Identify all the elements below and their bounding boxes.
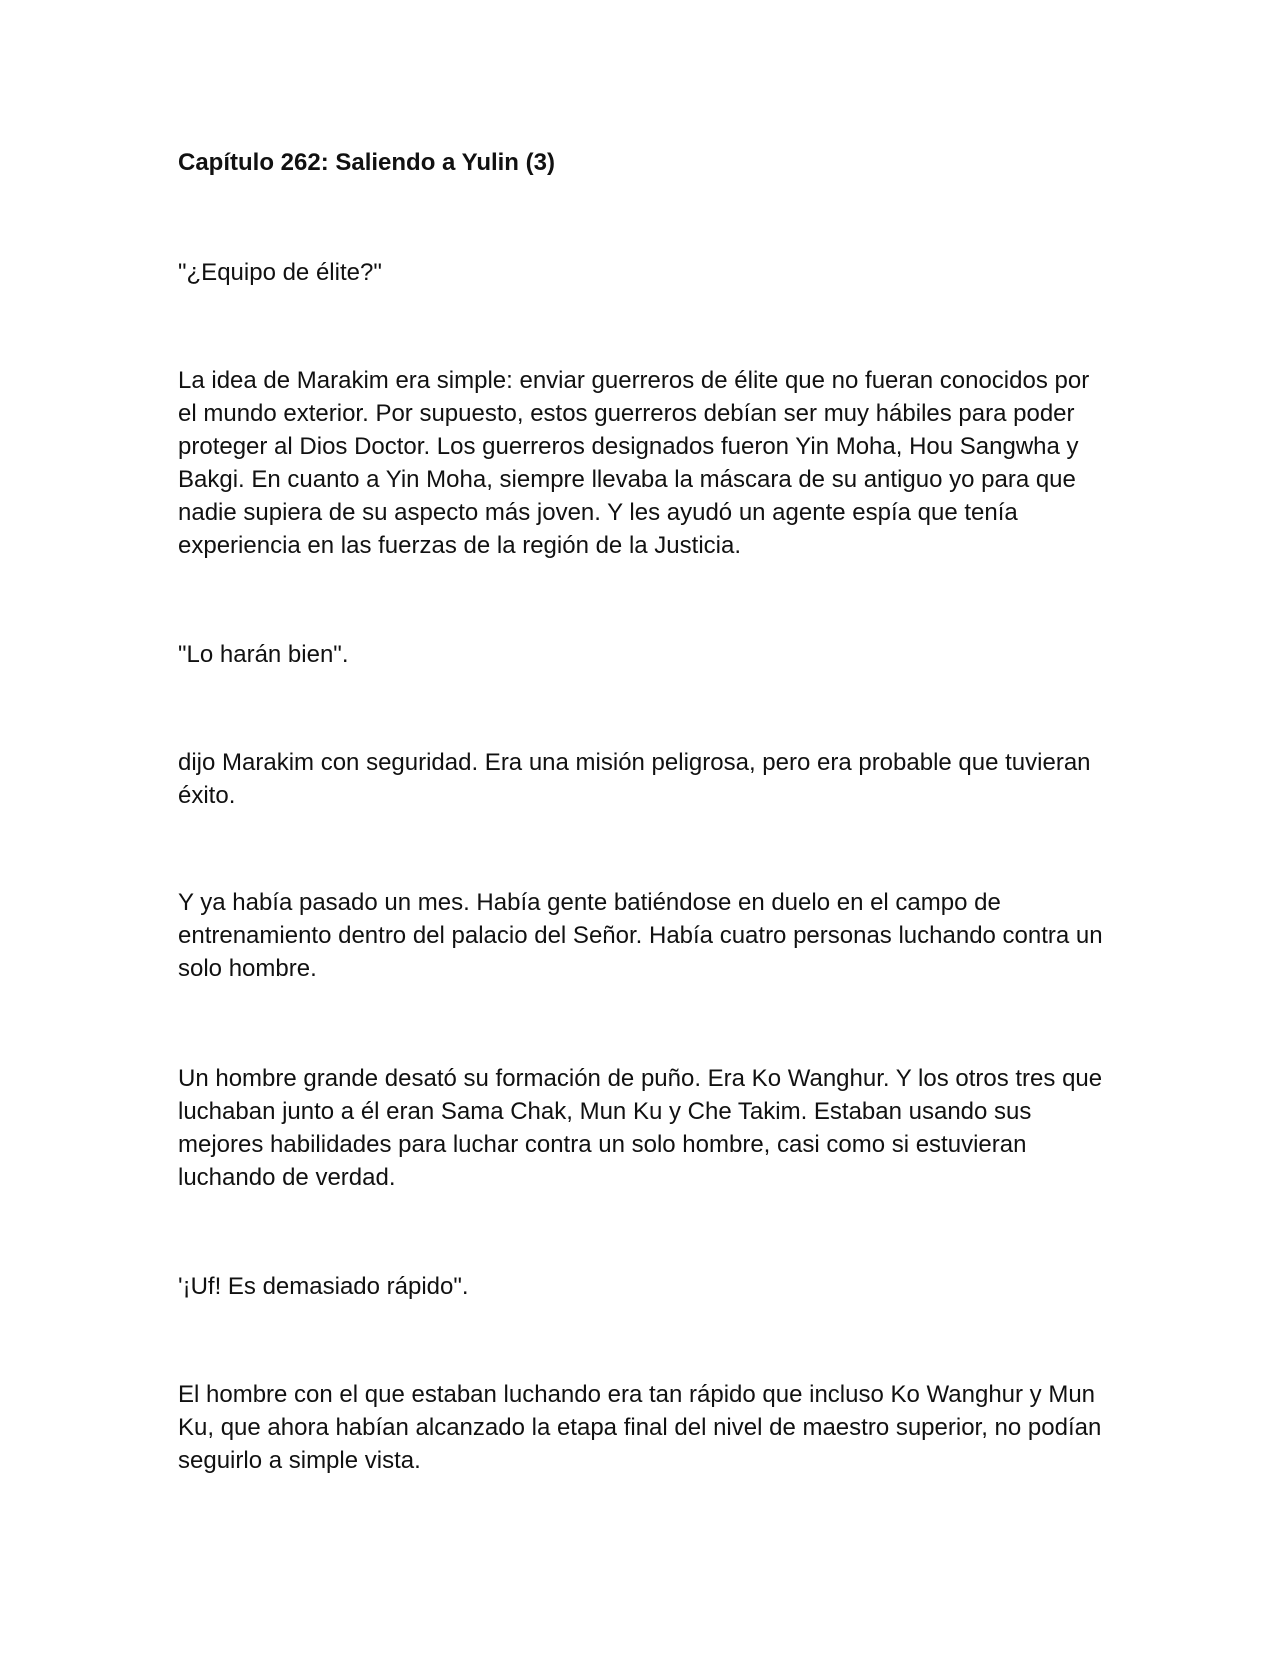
paragraph-1: "¿Equipo de élite?" xyxy=(178,259,382,286)
paragraph-7: '¡Uf! Es demasiado rápido". xyxy=(178,1273,469,1300)
paragraph-4: dijo Marakim con seguridad. Era una misión peligrosa, pero era probable que tuvieran éxito. xyxy=(178,749,1091,809)
paragraph-8: El hombre con el que estaban luchando era tan rápido que incluso Ko Wanghur y Mun Ku, que ahora habían alcanzado la etapa final del nivel de maestro superior, no podían seguirlo a simple vista. xyxy=(178,1381,1102,1474)
paragraph-5: Y ya había pasado un mes. Había gente batiéndose en duelo en el campo de entrenamiento dentro del palacio del Señor. Había cuatro personas luchando contra un solo hombre. xyxy=(178,889,1103,982)
paragraph-3: "Lo harán bien". xyxy=(178,641,349,668)
paragraph-6: Un hombre grande desató su formación de puño. Era Ko Wanghur. Y los otros tres que luchaban junto a él eran Sama Chak, Mun Ku y Che Takim. Estaban usando sus mejores habilidades para luchar contra un solo hombre, casi como si estuvieran luchando de verdad. xyxy=(178,1065,1103,1191)
chapter-title: Capítulo 262: Saliendo a Yulin (3) xyxy=(178,149,555,176)
paragraph-2: La idea de Marakim era simple: enviar guerreros de élite que no fueran conocidos por el mundo exterior. Por supuesto, estos guerreros debían ser muy hábiles para poder proteger al Dios Doctor. Los guerreros designados fueron Yin Moha, Hou Sangwha y Bakgi. En cuanto a Yin Moha, siempre llevaba la máscara de su antiguo yo para que nadie supiera de su aspecto más joven. Y les ayudó un agente espía que tenía experiencia en las fuerzas de la región de la Justicia. xyxy=(178,367,1090,559)
